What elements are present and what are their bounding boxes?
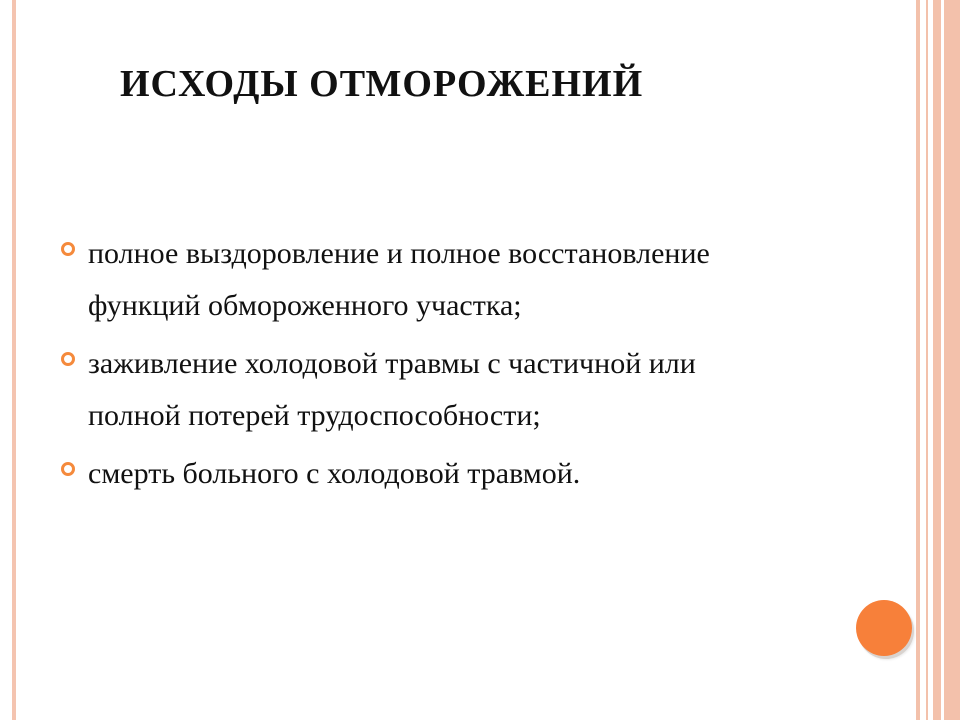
frame-stripe	[926, 0, 928, 720]
frame-stripe	[944, 0, 960, 720]
bullet-item	[58, 448, 758, 500]
frame-stripe	[933, 0, 941, 720]
bullet-text: смерть больного с холодовой травмой.	[88, 457, 581, 490]
ring-bullet-icon	[61, 242, 75, 256]
bullet-text: полное выздоровление и полное восстановление функций обмороженного участка;	[88, 237, 710, 322]
orange-circle-icon	[856, 600, 912, 656]
bullet-item	[58, 338, 758, 442]
bullet-list	[58, 228, 758, 500]
slide-title: ИСХОДЫ ОТМОРОЖЕНИЙ	[120, 63, 644, 105]
frame-stripe	[916, 0, 920, 720]
ring-bullet-icon	[61, 352, 75, 366]
bullet-text: заживление холодовой травмы с частичной или полной потерей трудоспособности;	[88, 347, 696, 432]
right-frame-stripes	[916, 0, 960, 720]
ring-bullet-icon	[61, 462, 75, 476]
left-frame-line	[12, 0, 16, 720]
bullet-item	[58, 228, 758, 332]
